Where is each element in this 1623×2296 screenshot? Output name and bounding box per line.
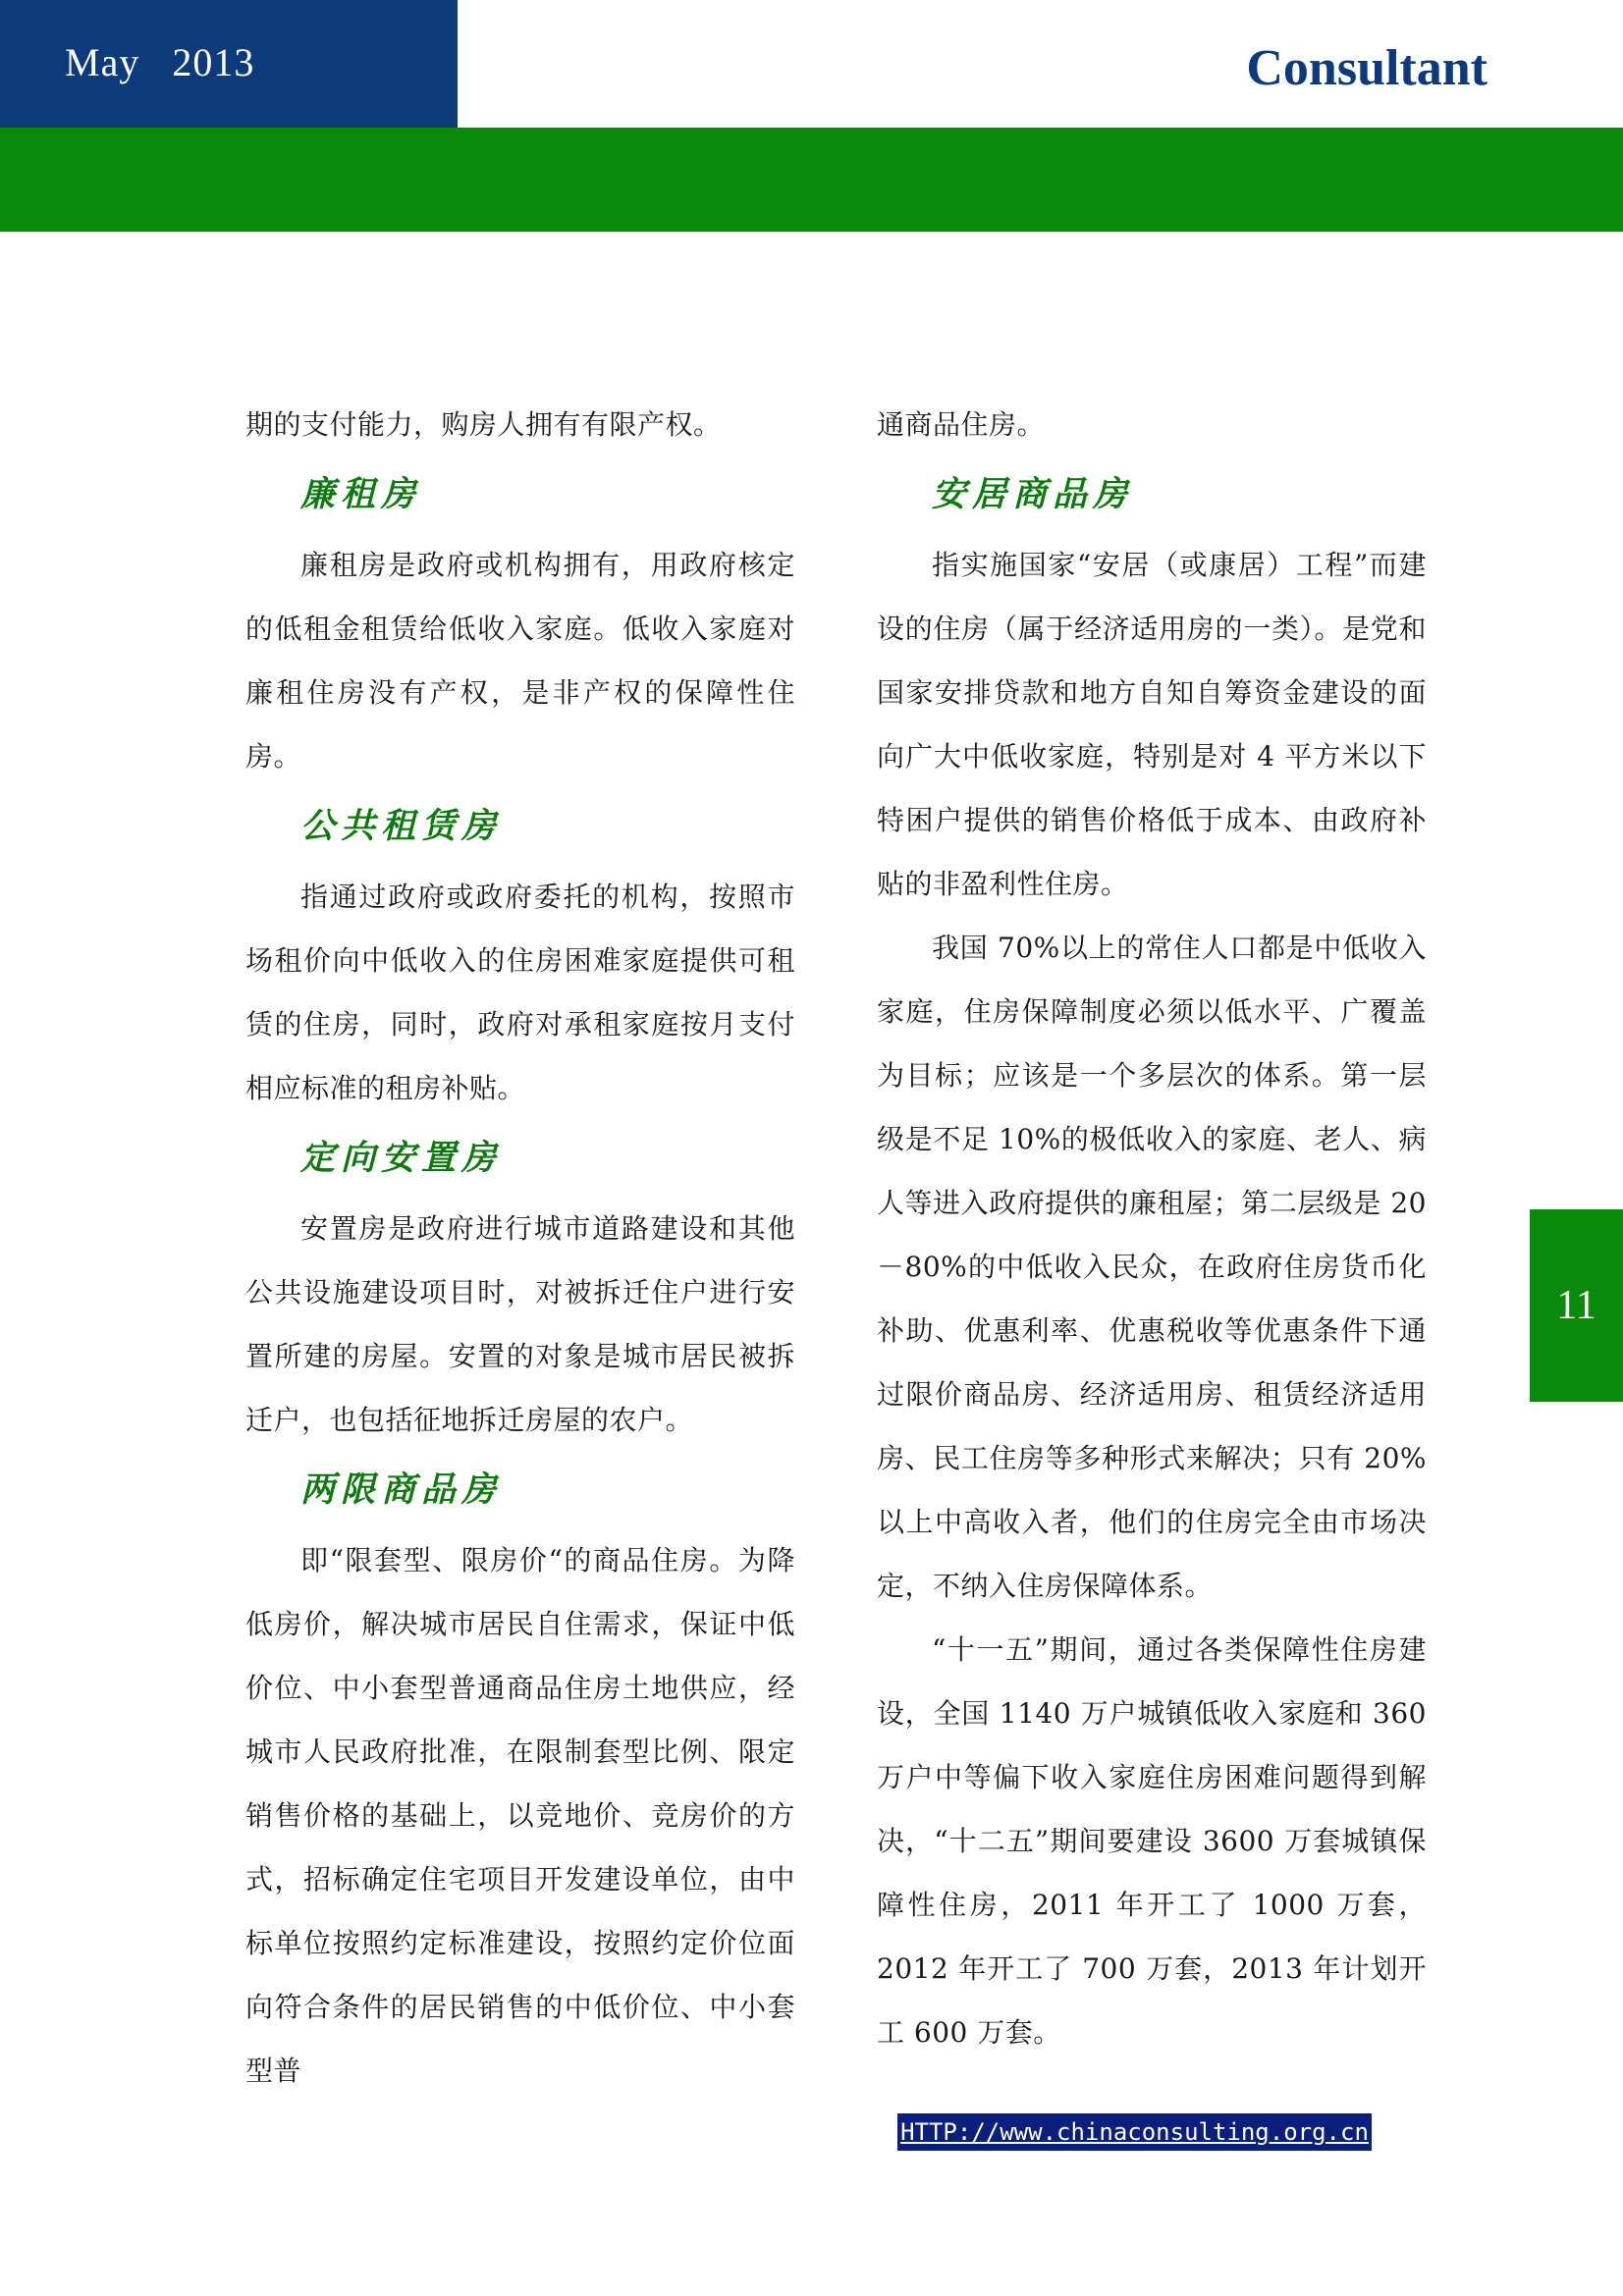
header-date-block — [0, 0, 458, 128]
section-paragraph: 即“限套型、限房价“的商品住房。为降低房价，解决城市居民自住需求，保证中低价位、中小套型普通商品住房土地供应，经城市人民政府批准，在限制套型比例、限定销售价格的基础上，以竞地价、竞房价的方式，招标确定住宅项目开发建设单位，由中标单位按照约定标准建设，按照约定价位面向符合条件的居民销售的中低价位、中小套型普 — [245, 1544, 795, 2087]
section-heading-gonggongzulinfang: 公共租赁房 — [300, 806, 503, 846]
header-green-band — [0, 128, 1623, 232]
section-paragraph: 我国 70%以上的常住人口都是中低收入家庭，住房保障制度必须以低水平、广覆盖为目标；应该是一个多层次的体系。第一层级是不足 10%的极低收入的家庭、老人、病人等进入政府提供的廉租屋；第二层级是 20－80%的中低收入民众，在政府住房货币化补助、优惠利率、优惠税收等优惠条件下通过限价商品房、经济适用房、租赁经济适用房、民工住房等多种形式来解决；只有 20%以上中高收入者，他们的住房完全由市场决定，不纳入住房保障体系。 — [877, 932, 1427, 1602]
magazine-title: Consultant — [1246, 40, 1488, 96]
right-column — [877, 393, 1427, 2064]
right-intro: 通商品住房。 — [877, 408, 1046, 441]
left-column — [245, 393, 795, 2103]
section-heading-anju-shangpinfang: 安居商品房 — [932, 474, 1134, 514]
page-number-tab — [1530, 1209, 1623, 1402]
page-number: 11 — [1556, 1283, 1596, 1328]
section-heading-lianzufang: 廉租房 — [300, 474, 422, 514]
website-link[interactable]: HTTP://www.chinaconsulting.org.cn — [900, 2118, 1369, 2146]
section-heading-dingxiang-anzhifang: 定向安置房 — [300, 1138, 503, 1178]
section-paragraph: 廉租房是政府或机构拥有，用政府核定的低租金租赁给低收入家庭。低收入家庭对廉租住房没有产权，是非产权的保障性住房。 — [245, 549, 795, 773]
section-heading-liangxian-shangpinfang: 两限商品房 — [300, 1469, 503, 1510]
left-intro: 期的支付能力，购房人拥有有限产权。 — [245, 408, 722, 441]
footer-url-bar[interactable] — [897, 2113, 1372, 2151]
section-paragraph: 指通过政府或政府委托的机构，按照市场租价向中低收入的住房困难家庭提供可租赁的住房，同时，政府对承租家庭按月支付相应标准的租房补贴。 — [245, 881, 795, 1104]
section-paragraph: “十一五”期间，通过各类保障性住房建设，全国 1140 万户城镇低收入家庭和 360 万户中等偏下收入家庭住房困难问题得到解决，“十二五”期间要建设 3600 万套城镇保障性住房，2011 年开工了 1000 万套，2012 年开工了 700 万套，2013 年计划开工 600 万套。 — [877, 1633, 1427, 2049]
section-paragraph: 指实施国家“安居（或康居）工程”而建设的住房（属于经济适用房的一类）。是党和国家安排贷款和地方自知自筹资金建设的面向广大中低收家庭，特别是对 4 平方米以下特困户提供的销售价格低于成本、由政府补贴的非盈利性住房。 — [877, 549, 1427, 900]
section-paragraph: 安置房是政府进行城市道路建设和其他公共设施建设项目时，对被拆迁住户进行安置所建的房屋。安置的对象是城市居民被拆迁户，也包括征地拆迁房屋的农户。 — [245, 1212, 795, 1436]
issue-date: May 2013 — [65, 40, 255, 84]
